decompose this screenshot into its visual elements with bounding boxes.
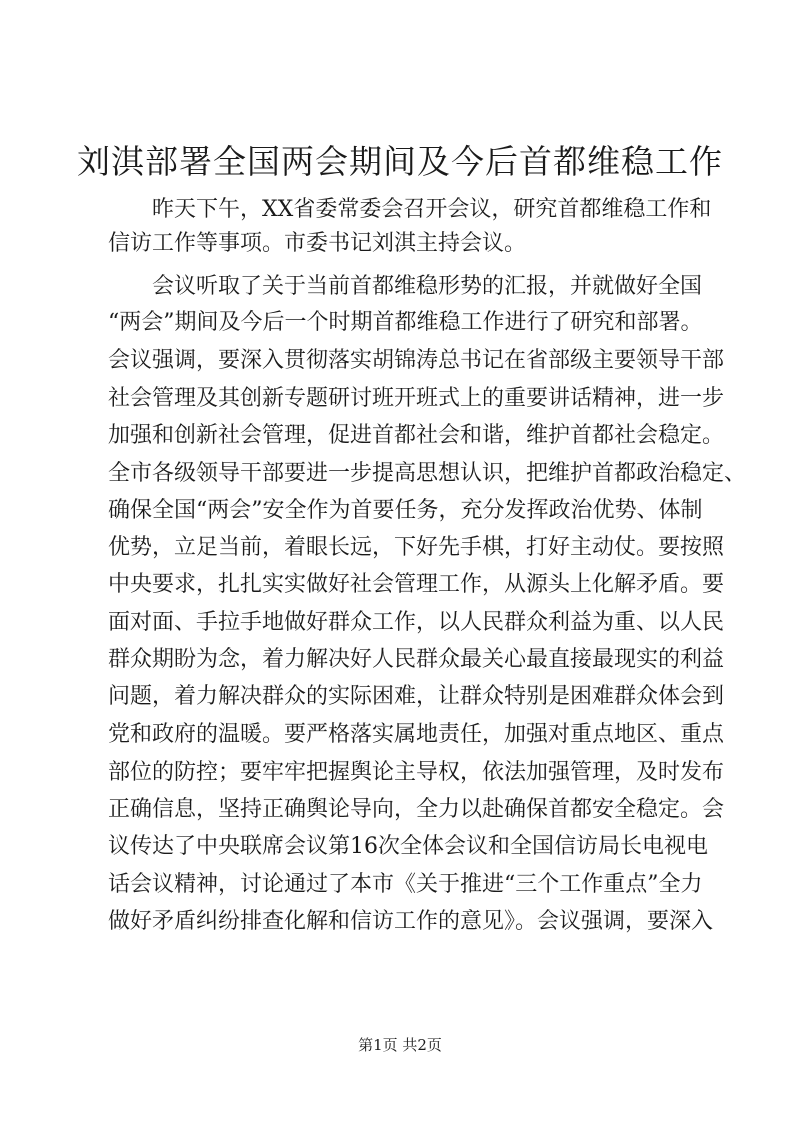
- page-footer: 第1页 共2页: [358, 1036, 442, 1054]
- body-line: 做好矛盾纠纷排查化解和信访工作的意见》。会议强调，要深入: [108, 909, 714, 934]
- body-line: 群众期盼为念，着力解决好人民群众最关心最直接最现实的利益: [108, 647, 725, 672]
- body-line: 话会议精神，讨论通过了本市《关于推进“三个工作重点”全力: [108, 872, 703, 897]
- document-title: 刘淇部署全国两会期间及今后首都维稳工作: [77, 142, 723, 181]
- body-line: 加强和创新社会管理，促进首都社会和谐，维护首都社会稳定。: [108, 423, 725, 448]
- body-line: 会议听取了关于当前首都维稳形势的汇报，并就做好全国: [152, 274, 703, 299]
- body-line: 优势，立足当前，着眼长远，下好先手棋，打好主动仗。要按照: [108, 535, 725, 560]
- body-line: 中央要求，扎扎实实做好社会管理工作，从源头上化解矛盾。要: [108, 572, 725, 597]
- body-line: 问题，着力解决群众的实际困难，让群众特别是困难群众体会到: [108, 684, 725, 709]
- body-line: 议传达了中央联席会议第16次全体会议和全国信访局长电视电: [108, 834, 708, 859]
- body-line: 信访工作等事项。市委书记刘淇主持会议。: [108, 231, 527, 256]
- body-line: 部位的防控；要牢牢把握舆论主导权，依法加强管理，及时发布: [108, 760, 725, 785]
- body-line: 面对面、手拉手地做好群众工作，以人民群众利益为重、以人民: [108, 610, 725, 635]
- body-line: 会议强调，要深入贯彻落实胡锦涛总书记在省部级主要领导干部: [108, 348, 725, 373]
- body-line: 正确信息，坚持正确舆论导向，全力以赴确保首都安全稳定。会: [108, 797, 725, 822]
- body-line: 党和政府的温暖。要严格落实属地责任，加强对重点地区、重点: [108, 722, 725, 747]
- body-line: 确保全国“两会”安全作为首要任务，充分发挥政治优势、体制: [108, 498, 703, 523]
- body-line: 社会管理及其创新专题研讨班开班式上的重要讲话精神，进一步: [108, 386, 725, 411]
- body-line: 昨天下午，XX省委常委会召开会议，研究首都维稳工作和: [152, 197, 712, 222]
- body-line: “两会”期间及今后一个时期首都维稳工作进行了研究和部署。: [108, 310, 703, 335]
- body-line: 全市各级领导干部要进一步提高思想认识，把维护首都政治稳定、: [108, 461, 747, 486]
